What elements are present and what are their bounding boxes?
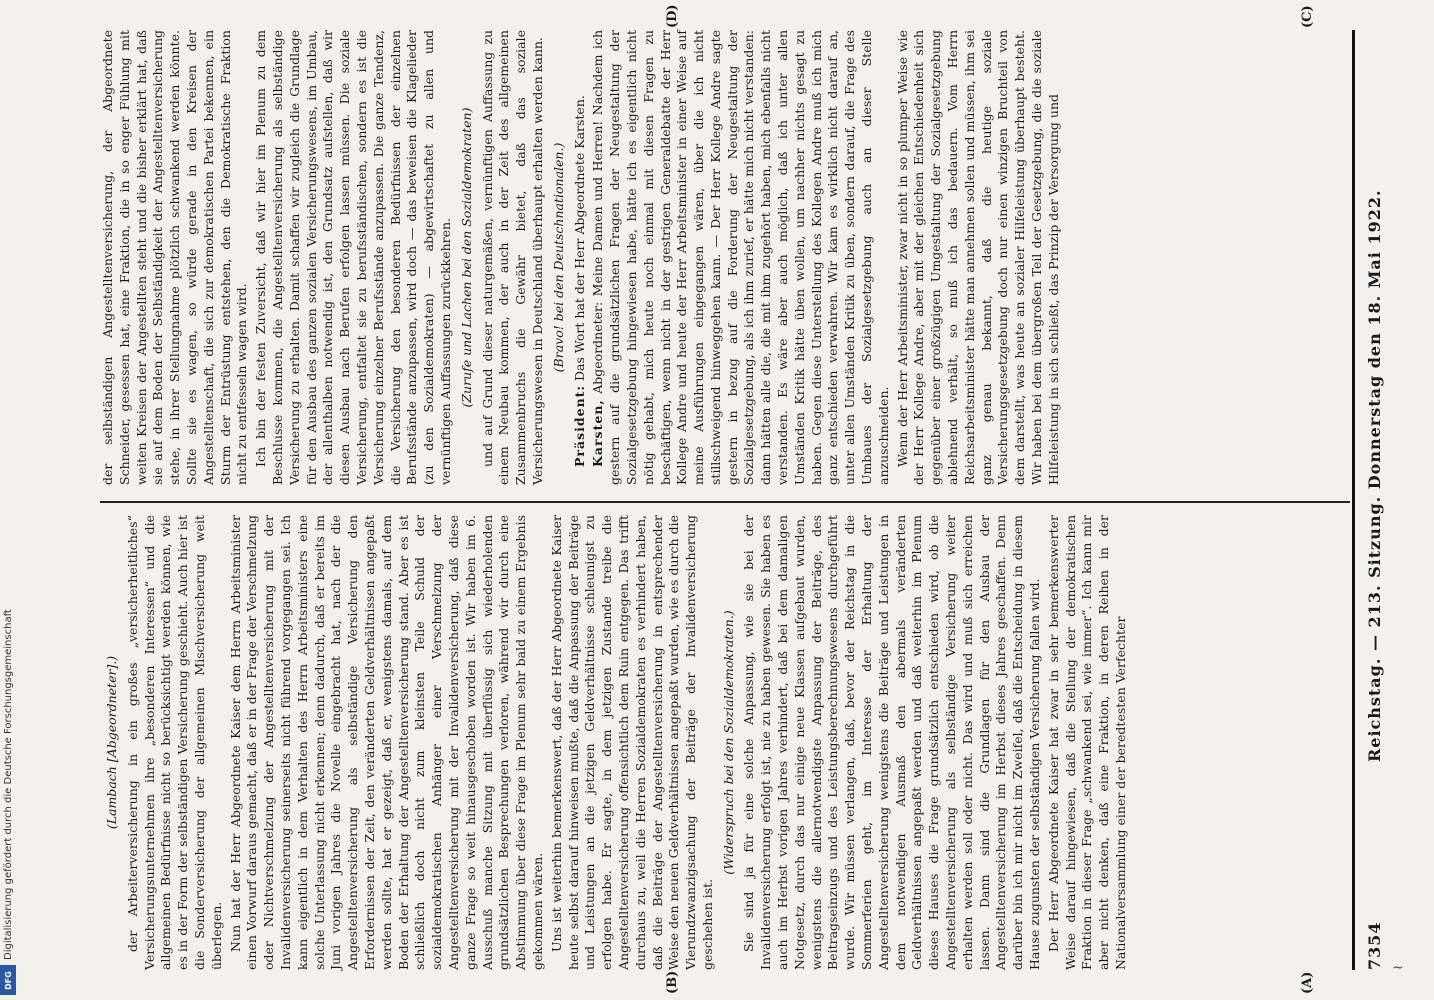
stage-direction: (Widerspruch bei den Sozialdemokraten.) bbox=[720, 610, 736, 875]
margin-mark-c: (C) bbox=[1300, 5, 1315, 28]
speech-text: Das Wort hat der Herr Abgeordnete Karsten. bbox=[571, 95, 587, 381]
speech-paragraph bbox=[590, 30, 892, 485]
speaker-name: Präsident: bbox=[571, 384, 587, 467]
body-paragraph: und auf Grund dieser naturgemäßen, vernünftigen Auffassung zu einem Neubau kommen, der auch in der Zeit des allgemeinen Zusammenbruchs die Gewähr bietet, daß das soziale Versicherungswesen in Deutschland überhaupt erhalten werden kann. bbox=[479, 30, 545, 485]
dfg-logo: DFG bbox=[0, 965, 16, 995]
stage-direction: (Bravo! bei den Deutschnationalen.) bbox=[550, 142, 566, 373]
body-paragraph: Uns ist weiterhin bemerkenswert, daß der Herr Abgeordnete Kaiser heute selbst darauf hinweisen mußte, daß die Anpassung der Beiträge und Leistungen an die jetzigen Geldverhältnisse schleunigst zu erfolgen habe. Er sagte, in dem jetzigen Zustande treibe die Angestelltenversicherung offensichtlich dem Ruin entgegen. Das trifft durchaus zu, weil die Herren Sozialdemokraten es verhindert haben, daß die Beiträge der Angestelltenversicherung in entsprechender Weise den neuen Geldverhältnissen angepaßt wurden, wie es durch die Vierundzwanzigsachung der Beiträge der Invalidenversicherung geschehen ist. bbox=[548, 515, 715, 970]
page-number: 7354 bbox=[1364, 921, 1384, 970]
body-paragraph: Ich bin der festen Zuversicht, daß wir hier im Plenum zu dem Beschlusse kommen, die Angestelltenversicherung als selbständige Versicherung zu erhalten. Damit schaffen wir zugleich die Grundlage für den Ausbau des ganzen sozialen Versicherungswesens, im Umbau, der allenthalben notwendig ist, den Grundsatz aufstellen, daß wir diesen Ausbau nach Berufen erfolgen lassen müssen. Die soziale Versicherung, entfaltet sie zu berufsständischen, sondern es ist die Versicherung einzelner Berufsstände anzupassen. Die ganze Tendenz, die Versicherung den besonderen Bedürfnissen der einzelnen Berufsstände anzupassen, wird doch — das beweisen die Klagelieder (zu den Sozialdemokraten) — abgewirtschaftet zu allen und vernünftigen Auffassungen zurückkehren. bbox=[253, 30, 453, 485]
page-header bbox=[1360, 30, 1388, 970]
page-title: Reichstag. — 213. Sitzung. Donnerstag den 18. Mai 1922. bbox=[1364, 189, 1384, 763]
body-paragraph: der Arbeiterversicherung in ein großes „versicherheitliches“ Versicherungsunternehmen ihre „besonderen Interessen“ und die allgemeinen Bedürfnisse nicht so berücksichtigt werden können, wie es in der Form der selbständigen Versicherung geschieht. Auch hier ist die Sonderversicherung der allgemeinen Mischversicherung weit überlegen. bbox=[124, 515, 224, 970]
margin-mark-a: (A) bbox=[1300, 971, 1315, 994]
body-paragraph: Wenn der Herr Arbeitsminister, zwar nicht in so plumper Weise wie der Herr Kollege Andre, aber mit der gleichen Entschiedenheit sich gegenüber einer großzügigen Umgestaltung der Sozialgesetzgebung ablehnend verhält, so muß ich das bedauern. Vom Herrn Reichsarbeitsminister hätte man annehmen sollen und müssen, ihm sei ganz genau bekannt, daß die heutige soziale Versicherungsgesetzgebung doch nur einen winzigen Bruchteil von dem darstellt, was heute an sozialer Hilfeleistung überhaupt besteht. Wir haben bei dem übergroßen Teil der Gesetzgebung, die die soziale Hilfeleistung in sich schließt, das Prinzip der Versorgung und bbox=[894, 30, 1061, 485]
left-column bbox=[100, 515, 1132, 970]
margin-mark-d: (D) bbox=[665, 4, 680, 28]
margin-mark-b: (B) bbox=[665, 970, 680, 994]
digitization-credit-text: Digitalisierung gefördert durch die Deutsche Forschungsgemeinschaft bbox=[3, 609, 14, 960]
speaker-name: Karsten, bbox=[590, 399, 606, 467]
body-paragraph: Sie sind ja für eine solche Anpassung, wie sie bei der Invalidenversicherung erfolgt ist, nie zu haben gewesen. Sie haben es auch im Herbst vorigen Jahres verhindert, daß bei dem damaligen Notgesetz, durch das nur einige neue Klassen aufgebaut wurden, wenigstens die allernotwendigste Anpassung der Beiträge, des Beitragseinzugs und des Leistungsberechnungswesens durchgeführt wurde. Wir müssen verlangen, daß, bevor der Reichstag in die Sommerferien geht, im Interesse der Erhaltung der Angestelltenversicherung wenigstens die Beiträge und Leistungen in dem notwendigen Ausmaß den abermals veränderten Geldverhältnissen angepaßt werden und daß weiterhin im Plenum dieses Hauses die Frage grundsätzlich entschieden wird, ob die Angestelltenversicherung als selbständige Versicherung weiter erhalten werden soll oder nicht. Das wird und muß sich erreichen lassen. Dann sind die Grundlagen für den Ausbau der Angestelltenversicherung im Herbst dieses Jahres geschaffen. Denn darüber bin ich mir nicht im Zweifel, daß die Entscheidung in diesem Hause zugunsten der selbständigen Versicherung fallen wird. bbox=[741, 515, 1043, 970]
stray-mark: ~ bbox=[1392, 960, 1404, 976]
body-paragraph: Nun hat der Herr Abgeordnete Kaiser dem Herrn Arbeitsminister einen Vorwurf daraus gemacht, daß er in der Frage der Verschmelzung oder Nichtverschmelzung der Angestelltenversicherung mit der Invalidenversicherung seinerseits nicht führend vorgegangen sei. Ich kann eigentlich in dem Verhalten des Herrn Arbeitsministers eine solche Unterlassung nicht erkennen; denn dadurch, daß er bereits im Juni vorigen Jahres die Novelle eingebracht hat, nach der die Angestelltenversicherung als selbständige Versicherung den Erfordernissen der Zeit, den veränderten Geldverhältnissen angepaßt werden sollte, hat er gezeigt, daß er, wenigstens damals, auf dem Boden der Erhaltung der Angestelltenversicherung stand. Aber es ist schließlich doch nicht zum kleinsten Teile Schuld der sozialdemokratischen Anhänger einer Verschmelzung der Angestelltenversicherung mit der Invalidenversicherung, daß diese ganze Frage so weit hinausgeschoben worden ist. Wir haben im 6. Ausschuß manche Sitzung mit überflüssig sich wiederholenden grundsätzlichen Besprechungen verloren, während wir durch eine Abstimmung über diese Frage im Plenum sehr bald zu einem Ergebnis gekommen wären. bbox=[227, 515, 545, 970]
column-divider bbox=[100, 501, 1350, 503]
body-paragraph: der selbständigen Angestelltenversicherung, der Abgeordnete Schneider, gesessen hat, eine Fraktion, die in so enger Fühlung mit weiten Kreisen der Angestellten steht und die bisher erklärt hat, daß sie auf dem Boden der Selbständigkeit der Angestelltenversicherung stehe, in ihrer Stellungnahme plötzlich schwankend werden könnte. Sollte sie es wagen, so würde gerade in den Kreisen der Angestelltenschaft, die sich zur demokratischen Partei bekennen, ein Sturm der Entrüstung entstehen, den die Demokratische Fraktion nicht zu entfesseln wagen wird. bbox=[100, 30, 250, 485]
right-column bbox=[100, 30, 1065, 485]
stage-direction: (Lambach [Abgeordneter].) bbox=[104, 655, 119, 830]
header-rule bbox=[1352, 30, 1355, 970]
speech-text: Abgeordneter: Meine Damen und Herren! Nachdem ich gestern auf die grundsätzlichen Fragen der Neugestaltung der Sozialgesetzgebung hingewiesen habe, hätte ich es eigentlich nicht nötig gehabt, mich heute noch einmal mit diesen Fragen zu beschäftigen, wenn nicht in der gestrigen Generaldebatte der Herr Kollege Andre und heute der Herr Arbeitsminister in einer Weise auf meine Ausführungen eingegangen wären, über die ich nicht stillschweigend hinweggehen kann. — Der Herr Kollege Andre sagte gestern in bezug auf die Forderung der Neugestaltung der Sozialgesetzgebung, als ich ihm zurief, er hätte mich nicht verstanden: dann hätten alle die, die mit ihm zugehört haben, mich ebenfalls nicht verstanden. Es wäre aber auch möglich, daß ich unter allen Umständen Kritik hätte üben wollen, um nachher nichts gesagt zu haben. Gegen diese Unterstellung des Kollegen Andre muß ich mich ganz entschieden verwahren. Wir kam es wirklich nicht darauf an, unter allen Umständen Kritik zu üben, sondern darauf, die Frage des Umbaues der Sozialgesetzgebung auch an dieser Stelle anzuschneiden. bbox=[590, 30, 891, 485]
speech-paragraph bbox=[572, 30, 589, 485]
body-paragraph: Der Herr Abgeordnete Kaiser hat zwar in sehr bemerkenswerter Weise darauf hingewiesen, daß die Stellung der demokratischen Fraktion in dieser Frage „schwankend sei, wie immer“. Ich kann mir aber nicht denken, daß eine Fraktion, in deren Reihen in der Nationalversammlung einer der beredtesten Verfechter bbox=[1045, 515, 1129, 970]
stage-direction: (Zurufe und Lachen bei den Sozialdemokraten) bbox=[458, 107, 474, 408]
